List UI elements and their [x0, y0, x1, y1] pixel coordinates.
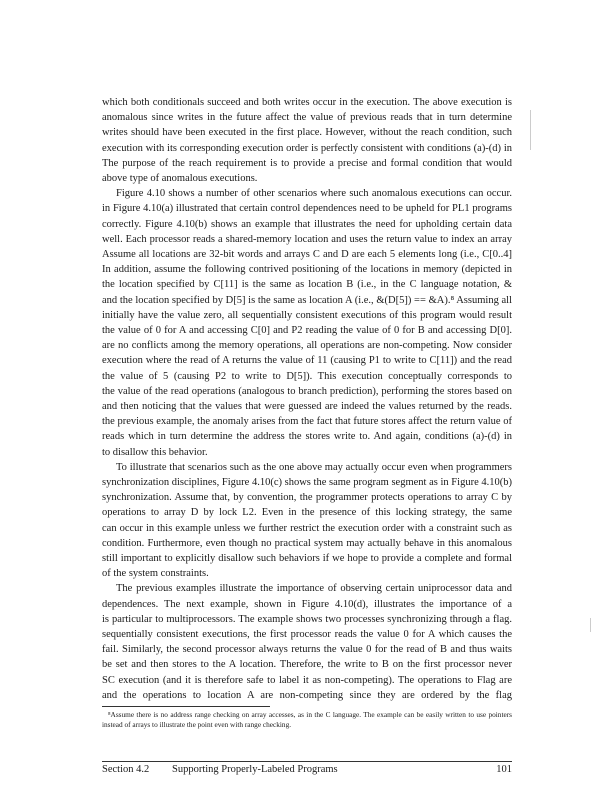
body-line: dependences. The next example, shown in Figure 4.10(d), illustrates the importance of a	[102, 598, 512, 610]
scan-margin-mark	[590, 618, 591, 632]
body-line: and the location specified by D[5] is the same as location A (i.e., &(D[5]) == &A).⁸ Assuming all	[102, 294, 512, 306]
footer-section-title: Supporting Properly-Labeled Programs	[172, 764, 338, 775]
body-line: which both conditionals succeed and both writes occur in the execution. The above execution is	[102, 97, 512, 108]
body-line: reads which in turn determine the address the stores write to. And again, conditions (a)-(d) in	[102, 431, 512, 443]
body-line: The purpose of the reach requirement is to provide a precise and formal condition that would	[102, 157, 512, 169]
body-line: SC execution (and it is therefore safe to label it as non-competing). The operations to Flag are	[102, 674, 512, 686]
body-line: above type of anomalous executions.	[102, 173, 258, 184]
footnote-rule	[102, 706, 270, 707]
body-line: the location specified by C[11] is the same as location B (i.e., in the C language notation, &	[102, 279, 512, 291]
body-line: Figure 4.10 shows a number of other scenarios where such anomalous executions can occur.	[116, 188, 512, 200]
body-line: initially have the value zero, all sequentially consistent executions of this program would result	[102, 309, 512, 321]
body-line: execution where the read of A returns the value of 11 (causing P1 to write to C[11]) and the read	[102, 355, 512, 367]
body-line: in Figure 4.10(a) illustrated that certain control dependences need to be upheld for PL1 programs	[102, 203, 512, 215]
body-line: and the operations to location A are non-competing since they are ordered by the flag	[102, 689, 512, 701]
body-line: be set and then stores to the A location. Therefore, the write to B on the first processor never	[102, 659, 512, 671]
body-line: is particular to multiprocessors. The example shows two processes synchronizing through a flag.	[102, 613, 512, 625]
body-line: writes should have been executed in the first place. However, without the reach condition, such	[102, 127, 512, 139]
body-line: synchronization disciplines, Figure 4.10(c) shows the same program segment as in Figure 4.10(b)	[102, 477, 512, 488]
footnote-line: ⁸Assume there is no address range checking on array accesses, as in the C language. The example can be easily written to use pointers	[108, 710, 512, 719]
body-line: the value of 0 for A and accessing C[0] and P2 reading the value of 0 for B and accessing D[0].	[102, 325, 512, 336]
body-line: execution with its corresponding execution order is perfectly consistent with conditions (a)-(d) in	[102, 142, 512, 154]
body-line: fail. Similarly, the second processor always returns the value 0 for the read of B and thus waits	[102, 644, 512, 656]
footnote-line: instead of arrays to illustrate the point even with range checking.	[102, 720, 292, 729]
body-line: still important to explicitly disallow such behaviors if we hope to provide a complete and formal	[102, 553, 512, 564]
scan-margin-mark	[530, 110, 531, 150]
footer-section-number: Section 4.2	[102, 764, 150, 775]
body-line: are no conflicts among the memory operations, all operations are non-competing. Now consider	[102, 340, 512, 352]
body-line: Assume all locations are 32-bit words and arrays C and D are each 5 elements long (i.e., C[0..4]	[102, 249, 512, 260]
body-line: and then noticing that the values that were guessed are indeed the values returned by the reads.	[102, 401, 512, 412]
body-line: To illustrate that scenarios such as the one above may actually occur even when programmers	[116, 461, 512, 473]
body-line: synchronization. Assume that, by convention, the programmer protects operations to array C by	[102, 492, 512, 504]
body-line: well. Each processor reads a shared-memory location and uses the return value to index an array	[102, 233, 512, 245]
body-line: anomalous since writes in the future affect the value of previous reads that in turn determine	[102, 112, 512, 124]
page-number: 101	[496, 764, 512, 775]
body-line: In addition, assume the following contrived positioning of the locations in memory (depicted in	[102, 264, 512, 276]
body-line: to disallow this behavior.	[102, 446, 208, 458]
footer-rule	[102, 761, 512, 762]
body-line: can occur in this example unless we further restrict the execution order with a constraint such as	[102, 522, 512, 534]
body-line: the value of the read operations (analogous to branch prediction), performing the stores based on	[102, 385, 512, 397]
body-line: the previous example, the anomaly arises from the fact that future stores affect the return value of	[102, 416, 512, 428]
body-line: The previous examples illustrate the importance of observing certain uniprocessor data and	[116, 583, 512, 595]
body-line: condition. Furthermore, even though no practical system may actually behave in this anomalous	[102, 537, 512, 549]
body-line: the value of 5 (causing P2 to write to D[5]). This execution conceptually corresponds to	[102, 370, 512, 382]
body-line: correctly. Figure 4.10(b) shows an example that illustrates the need for upholding certain data	[102, 218, 512, 230]
body-line: operations to array D by lock L2. Even in the presence of this locking strategy, the same	[102, 507, 512, 519]
body-line: of the system constraints.	[102, 568, 209, 580]
body-line: sequentially consistent executions, the first processor reads the value 0 for A which causes the	[102, 629, 512, 640]
